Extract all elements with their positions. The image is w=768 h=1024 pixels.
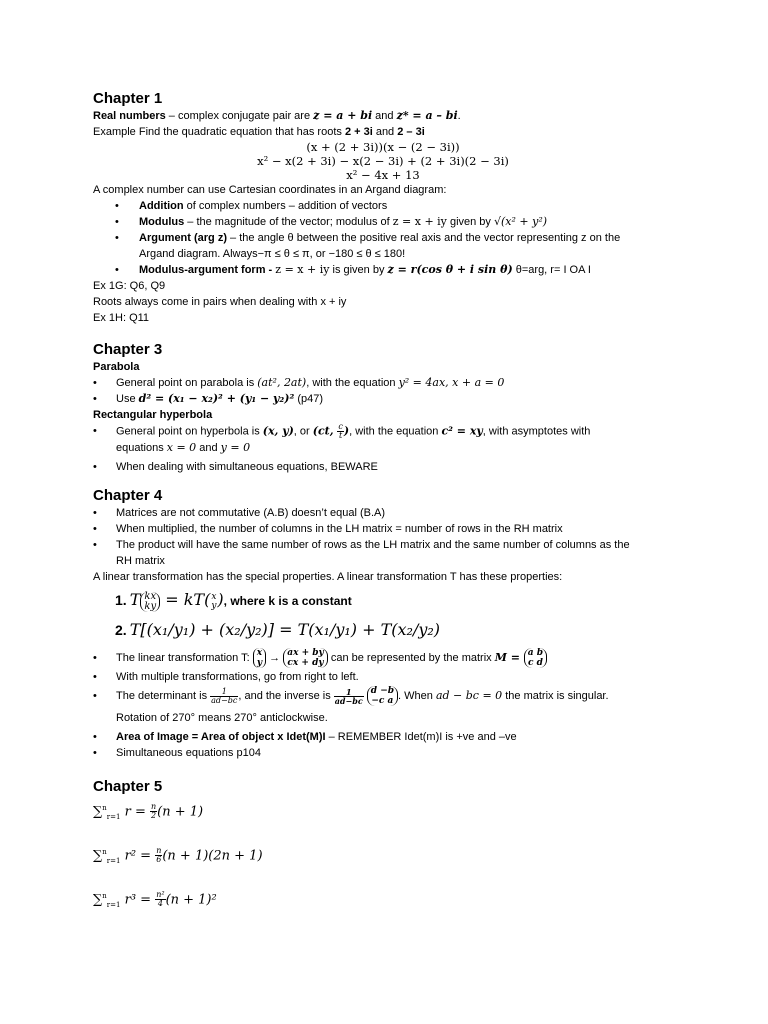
linear-transformation-intro: A linear transformation has the special properties. A linear transformation T has these properties:: [93, 571, 563, 583]
column-vector: x y: [211, 592, 217, 612]
fraction: $\frac{1}{ad-bc}$: [334, 686, 363, 706]
list-item: • Modulus-argument form - z = x + iy is given by z = r(cos θ + i sin θ) θ=arg, r= I OA I: [115, 262, 733, 278]
chapter-5-title: Chapter 5: [93, 778, 163, 795]
matrix: d −b −c a: [367, 686, 398, 706]
list-item: • Simultaneous equations p104: [93, 745, 733, 761]
sum-formula-2: ∑$^n_{r=1}$ r² = $\frac{n}{6}$ (n + 1)(2n + 1): [93, 846, 263, 865]
complex-bullets: [93, 198, 733, 278]
list-item: • Matrices are not commutative (A.B) doesn’t equal (B.A): [93, 505, 733, 521]
list-item: • Use d² = (x₁ − x₂)² + (y₁ − y₂)² (p47): [93, 391, 733, 407]
list-item: • Addition of complex numbers – addition of vectors: [115, 198, 733, 214]
fraction: $\frac{n}{6}$: [156, 846, 162, 865]
column-vector: x y: [253, 648, 266, 668]
hyperbola-heading: Rectangular hyperbola: [93, 409, 213, 421]
sum-formula-1: ∑$^n_{r=1}$ r = $\frac{n}{2}$ (n + 1): [93, 802, 204, 821]
sum-formula-3: ∑$^n_{r=1}$ r³ = $\frac{\text{n²}}{4}$ (n + 1)²: [93, 890, 217, 909]
list-item: • General point on hyperbola is (x, y), or (ct, $\frac{c}{t}$ ), with the equation c² = xy, with asymptotes with equations x = 0 and y = 0: [93, 423, 733, 456]
matrix-bullets: [93, 505, 733, 569]
property-2: 2. T[(x₁/y₁) + (x₂/y₂)] = T(x₁/y₁) + T(x₂/y₂): [115, 620, 441, 639]
fraction: $\frac{\text{n²}}{4}$: [156, 890, 165, 909]
exercise-line: Ex 1G: Q6, Q9: [93, 280, 166, 292]
transformation-bullets: [93, 647, 733, 761]
equation-2: x² − x(2 + 3i) − x(2 − 3i) + (2 + 3i)(2 − 3i): [257, 154, 509, 168]
fraction: $\frac{n}{2}$: [150, 802, 157, 821]
matrix: a b c d: [524, 648, 547, 668]
argand-intro: A complex number can use Cartesian coordinates in an Argand diagram:: [93, 184, 447, 196]
list-item: • Area of Image = Area of object x Idet(M)I – REMEMBER Idet(m)I is +ve and –ve: [93, 729, 733, 745]
fraction: $\frac{c}{t}$: [338, 422, 343, 440]
parabola-heading: Parabola: [93, 361, 140, 373]
exercise-line: Ex 1H: Q11: [93, 312, 150, 324]
real-numbers-line: Real numbers – complex conjugate pair are z = a + bi and z* = a – bi.: [93, 109, 461, 122]
parabola-bullets: [93, 375, 733, 407]
chapter-3-title: Chapter 3: [93, 341, 163, 358]
column-vector: ax + by cx + dy: [283, 648, 328, 668]
equation-3: x² − 4x + 13: [346, 168, 420, 182]
example-line: Example Find the quadratic equation that has roots 2 + 3i and 2 – 3i: [93, 126, 425, 138]
list-item: • The linear transformation T: x y → ax + by cx + dy can be represented by the matrix M = a b c d: [93, 647, 733, 669]
list-item: • When dealing with simultaneous equations, BEWARE: [93, 459, 733, 475]
list-item: • The product will have the same number of rows as the LH matrix and the same number of columns as the RH matrix: [93, 537, 733, 569]
list-item: • Argument (arg z) – the angle θ between the positive real axis and the vector representing z on the Argand diagram. Always−π ≤ θ ≤ π, or −180 ≤ θ ≤ 180!: [115, 230, 733, 262]
chapter-1-section: [93, 90, 733, 326]
list-item: • When multiplied, the number of columns in the LH matrix = number of rows in the RH matrix: [93, 521, 733, 537]
chapter-3-section: [93, 341, 733, 475]
list-item: • The determinant is $\frac{1}{ad-bc}$ , and the inverse is $\frac{1}{ad-bc}$ d −b −c a . When ad − bc = 0 the matrix is singular. Rotation of 270° means 270° anticlockwise.: [93, 685, 733, 729]
list-item: • With multiple transformations, go from right to left.: [93, 669, 733, 685]
list-item: • Modulus – the magnitude of the vector; modulus of z = x + iy given by √(x² + y²): [115, 214, 733, 230]
property-1: 1. T kx ky = kT( x y ), where k is a constant: [115, 590, 352, 613]
column-vector: kx ky: [140, 592, 160, 612]
hyperbola-bullets: [93, 423, 733, 475]
roots-line: Roots always come in pairs when dealing with x + iy: [93, 296, 347, 308]
equation-1: (x + (2 + 3i))(x − (2 − 3i)): [306, 140, 460, 154]
fraction: $\frac{1}{ad-bc}$: [211, 686, 238, 705]
list-item: • General point on parabola is (at², 2at), with the equation y² = 4ax, x + a = 0: [93, 375, 733, 391]
chapter-4-section: [93, 487, 733, 761]
chapter-4-title: Chapter 4: [93, 487, 163, 504]
chapter-5-section: [93, 778, 733, 915]
chapter-1-title: Chapter 1: [93, 90, 163, 107]
